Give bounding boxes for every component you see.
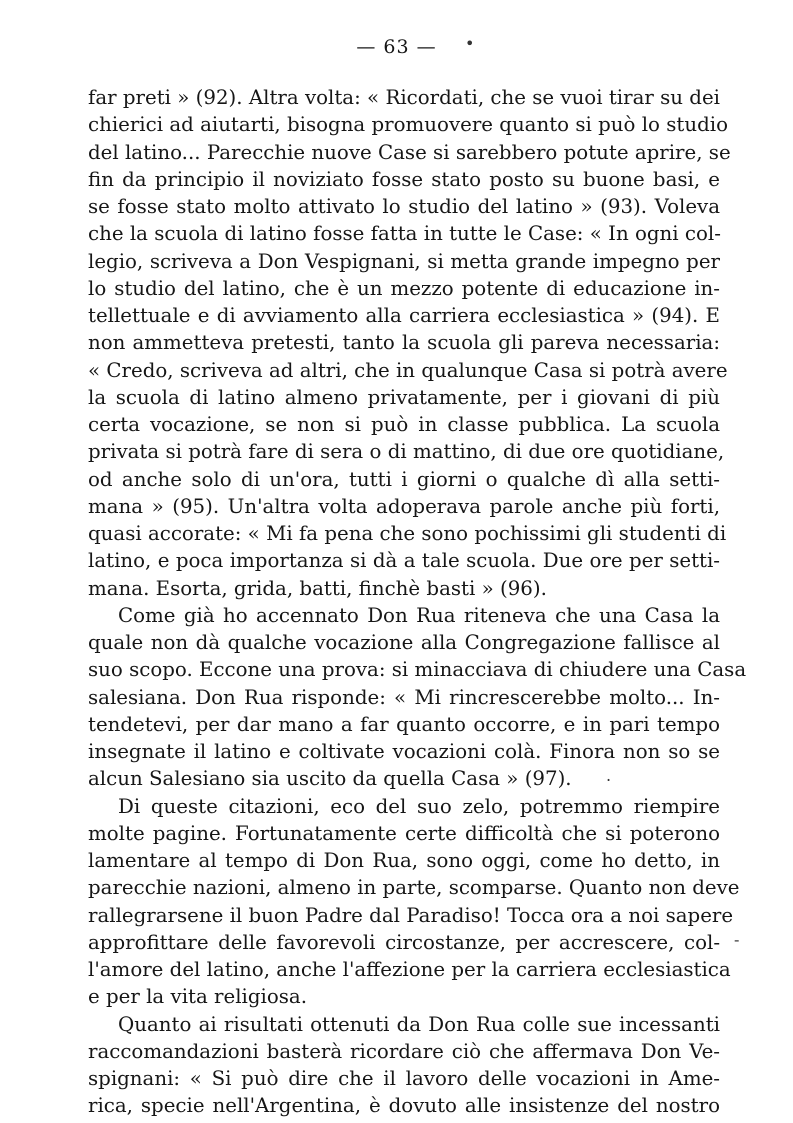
text-line: insegnate il latino e coltivate vocazioni colà. Finora non so se [88, 740, 720, 763]
text-line: se fosse stato molto attivato lo studio del latino » (93). Voleva [88, 195, 720, 218]
text-line: del latino... Parecchie nuove Case si sarebbero potute aprire, se [88, 140, 731, 164]
text-line: legio, scriveva a Don Vespignani, si metta grande impegno per [88, 249, 720, 273]
text-line: Di queste citazioni, eco del suo zelo, potremmo riempire [118, 794, 720, 818]
text-line: e per la vita religiosa. [88, 985, 307, 1009]
text-line: molte pagine. Fortunatamente certe difficoltà che si poterono [88, 821, 720, 845]
text-line: parecchie nazioni, almeno in parte, scomparse. Quanto non deve [88, 876, 740, 900]
page-number: — 63 — [356, 36, 437, 58]
text-line: raccomandazioni basterà ricordare ciò che affermava Don Ve- [88, 1039, 720, 1063]
text-line: mana » (95). Un'altra volta adoperava parole anche più forti, [88, 494, 720, 518]
text-line: lo studio del latino, che è un mezzo potente di educazione in- [88, 276, 720, 300]
text-line: quale non dà qualche vocazione alla Congregazione fallisce al [88, 631, 720, 654]
text-line: certa vocazione, se non si può in classe pubblica. La scuola [88, 413, 720, 436]
text-line: che la scuola di latino fosse fatta in tutte le Case: « In ogni col- [88, 222, 721, 246]
text-line: l'amore del latino, anche l'affezione per la carriera ecclesiastica [88, 958, 731, 981]
text-line: far preti » (92). Altra volta: « Ricordati, che se vuoi tirar su dei [88, 86, 720, 109]
text-line: fin da principio il noviziato fosse stato posto su buone basi, e [88, 167, 720, 191]
text-line: quasi accorate: « Mi fa pena che sono pochissimi gli studenti di [88, 522, 727, 545]
text-line: privata si potrà fare di sera o di mattino, di due ore quotidiane, [88, 440, 725, 464]
text-line: tellettuale e di avviamento alla carriera ecclesiastica » (94). E [88, 304, 720, 327]
text-line: Quanto ai risultati ottenuti da Don Rua colle sue incessanti [118, 1012, 720, 1036]
text-line: rallegrarsene il buon Padre dal Paradiso! Tocca ora a noi sapere [88, 903, 734, 927]
text-line: chierici ad aiutarti, bisogna promuovere quanto si può lo studio [88, 113, 728, 137]
margin-dash-mark: - [734, 930, 740, 949]
text-line: salesiana. Don Rua risponde: « Mi rincrescerebbe molto... In- [88, 685, 720, 709]
text-line: tendetevi, per dar mano a far quanto occorre, e in pari tempo [88, 712, 720, 736]
text-line: spignani: « Si può dire che il lavoro delle vocazioni in Ame- [88, 1067, 720, 1090]
text-line: lamentare al tempo di Don Rua, sono oggi, come ho detto, in [88, 849, 720, 872]
text-line: approfittare delle favorevoli circostanze, per accrescere, col- [88, 930, 720, 954]
text-line: od anche solo di un'ora, tutti i giorni o qualche dì alla setti- [88, 467, 720, 491]
text-line: non ammetteva pretesti, tanto la scuola gli pareva necessaria: [88, 331, 720, 355]
text-line: rica, specie nell'Argentina, è dovuto alle insistenze del nostro [88, 1094, 720, 1118]
text-line: la scuola di latino almeno privatamente, per i giovani di più [88, 385, 720, 409]
text-line: Come già ho accennato Don Rua riteneva che una Casa la [118, 603, 720, 627]
text-line: « Credo, scriveva ad altri, che in qualunque Casa si potrà avere [88, 358, 728, 382]
body-text [88, 84, 747, 1120]
text-line: latino, e poca importanza si dà a tale scuola. Due ore per setti- [88, 549, 720, 573]
top-star-mark: • [465, 34, 475, 53]
text-line: mana. Esorta, grida, batti, finchè basti » (96). [88, 576, 547, 600]
text-line: suo scopo. Eccone una prova: si minacciava di chiudere una Casa [88, 658, 747, 682]
text-line: alcun Salesiano sia uscito da quella Casa » (97). [88, 767, 572, 791]
margin-dot-mark: . [606, 766, 612, 785]
